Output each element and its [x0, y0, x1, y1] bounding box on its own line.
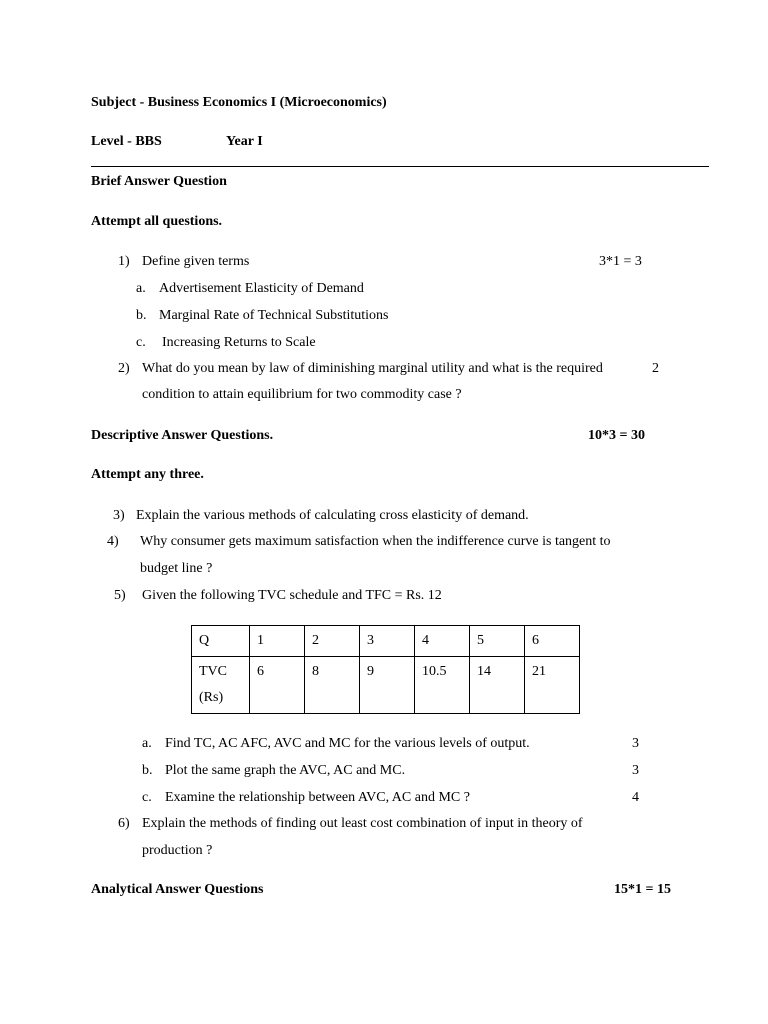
table-cell: 3: [360, 626, 415, 657]
table-header-cell: [192, 657, 250, 714]
tvc-schedule-table: [191, 625, 580, 714]
q5-item-marks: 4: [632, 790, 639, 805]
q5-item-marks: 3: [632, 736, 639, 751]
q1-item-text: Marginal Rate of Technical Substitutions: [159, 308, 389, 323]
q6-line-2: production ?: [142, 843, 213, 858]
table-cell: 6: [525, 626, 580, 657]
header-divider: [91, 166, 709, 167]
q3-number: 3): [113, 508, 125, 523]
q4-line-1: Why consumer gets maximum satisfaction when the indifference curve is tangent to: [140, 534, 611, 549]
q2-marks: 2: [652, 361, 659, 376]
level-label: Level - BBS: [91, 134, 162, 149]
table-cell: 10.5: [415, 657, 470, 714]
table-cell: 4: [415, 626, 470, 657]
q6-line-1: Explain the methods of finding out least cost combination of input in theory of: [142, 816, 583, 831]
q3-text: Explain the various methods of calculating cross elasticity of demand.: [136, 508, 529, 523]
descriptive-instruction: Attempt any three.: [91, 467, 204, 482]
analytical-section-marks: 15*1 = 15: [614, 882, 671, 897]
q1-item-text: Increasing Returns to Scale: [162, 335, 316, 350]
brief-instruction: Attempt all questions.: [91, 214, 223, 229]
brief-section-title: Brief Answer Question: [91, 174, 227, 189]
descriptive-section-marks: 10*3 = 30: [588, 428, 645, 443]
q1-number: 1): [118, 254, 130, 269]
table-cell: 1: [250, 626, 305, 657]
q1-item-label: a.: [136, 281, 146, 296]
q4-number: 4): [107, 534, 119, 549]
table-cell: 8: [305, 657, 360, 714]
q5-item-text: Find TC, AC AFC, AVC and MC for the various levels of output.: [165, 736, 530, 751]
table-cell: 21: [525, 657, 580, 714]
table-header-cell: Q: [192, 626, 250, 657]
q5-number: 5): [114, 588, 126, 603]
q1-item-text: Advertisement Elasticity of Demand: [159, 281, 364, 296]
analytical-section-title: Analytical Answer Questions: [91, 882, 264, 897]
q5-item-label: b.: [142, 763, 153, 778]
q4-line-2: budget line ?: [140, 561, 213, 576]
subject-line: Subject - Business Economics I (Microeconomics): [91, 95, 387, 110]
q1-marks: 3*1 = 3: [599, 254, 642, 269]
q2-number: 2): [118, 361, 130, 376]
q6-number: 6): [118, 816, 130, 831]
table-cell: 6: [250, 657, 305, 714]
table-cell: 5: [470, 626, 525, 657]
q5-item-text: Plot the same graph the AVC, AC and MC.: [165, 763, 406, 778]
q1-item-label: c.: [136, 335, 146, 350]
tvc-label: TVC: [199, 664, 227, 679]
q5-item-label: c.: [142, 790, 152, 805]
q5-item-label: a.: [142, 736, 152, 751]
table-cell: 2: [305, 626, 360, 657]
q1-text: Define given terms: [142, 254, 250, 269]
table-cell: 9: [360, 657, 415, 714]
table-row: [192, 657, 580, 714]
tvc-unit-label: (Rs): [199, 690, 224, 705]
q5-text: Given the following TVC schedule and TFC = Rs. 12: [142, 588, 442, 603]
table-row: [192, 626, 580, 657]
descriptive-section-title: Descriptive Answer Questions.: [91, 428, 274, 443]
year-label: Year I: [226, 134, 263, 149]
q1-item-label: b.: [136, 308, 147, 323]
q2-line-2: condition to attain equilibrium for two commodity case ?: [142, 387, 462, 402]
q5-item-text: Examine the relationship between AVC, AC and MC ?: [165, 790, 470, 805]
table-cell: 14: [470, 657, 525, 714]
q2-line-1: What do you mean by law of diminishing marginal utility and what is the required: [142, 361, 603, 376]
q5-item-marks: 3: [632, 763, 639, 778]
